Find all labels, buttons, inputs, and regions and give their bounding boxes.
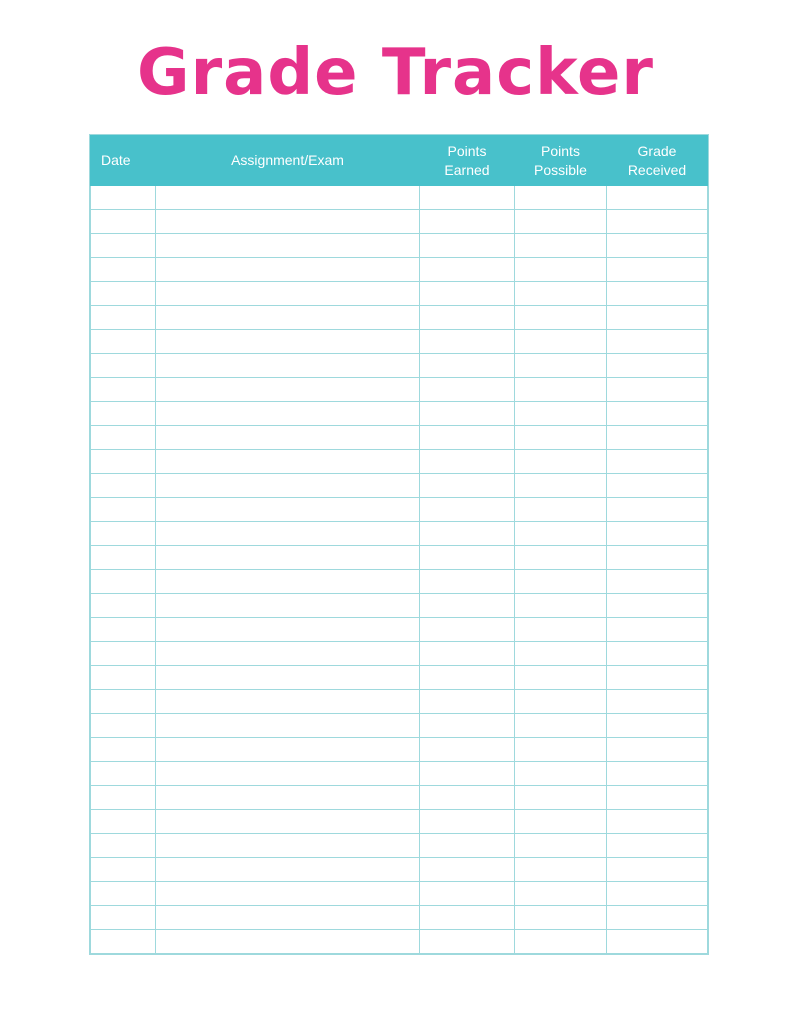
grade-received-cell[interactable] — [607, 186, 708, 210]
assignment-cell[interactable] — [156, 834, 420, 858]
points-earned-cell[interactable] — [420, 786, 515, 810]
table-row — [91, 426, 708, 450]
points-earned-cell[interactable] — [420, 186, 515, 210]
points-possible-cell[interactable] — [515, 666, 607, 690]
points-possible-cell[interactable] — [515, 762, 607, 786]
table-row — [91, 378, 708, 402]
table-row — [91, 618, 708, 642]
table-row — [91, 474, 708, 498]
points-earned-cell[interactable] — [420, 570, 515, 594]
grade-received-header-line2: Received — [627, 161, 687, 178]
assignment-cell[interactable] — [156, 618, 420, 642]
table-row — [91, 570, 708, 594]
grade-received-column-header — [607, 136, 708, 186]
page-title: Grade Tracker — [137, 36, 654, 110]
date-column-header — [91, 136, 156, 186]
assignment-cell[interactable] — [156, 714, 420, 738]
table-row — [91, 402, 708, 426]
grade-received-cell[interactable] — [607, 714, 708, 738]
table-row — [91, 210, 708, 234]
table-row — [91, 330, 708, 354]
grade-table-header — [91, 136, 708, 186]
assignment-header-label: Assignment/Exam — [231, 152, 344, 168]
points-earned-cell[interactable] — [420, 666, 515, 690]
date-cell[interactable] — [91, 426, 156, 450]
grade-received-cell[interactable] — [607, 450, 708, 474]
table-row — [91, 642, 708, 666]
date-cell[interactable] — [91, 882, 156, 906]
grade-received-cell[interactable] — [607, 906, 708, 930]
grade-received-cell[interactable] — [607, 546, 708, 570]
grade-received-cell[interactable] — [607, 642, 708, 666]
grade-table-body — [91, 186, 708, 954]
points-possible-cell[interactable] — [515, 234, 607, 258]
date-cell[interactable] — [91, 642, 156, 666]
grade-received-cell[interactable] — [607, 666, 708, 690]
date-cell[interactable] — [91, 594, 156, 618]
grade-received-cell[interactable] — [607, 882, 708, 906]
assignment-cell[interactable] — [156, 378, 420, 402]
points-possible-cell[interactable] — [515, 858, 607, 882]
grade-received-cell[interactable] — [607, 354, 708, 378]
assignment-cell[interactable] — [156, 426, 420, 450]
grade-received-cell[interactable] — [607, 738, 708, 762]
points-possible-cell[interactable] — [515, 690, 607, 714]
assignment-cell[interactable] — [156, 210, 420, 234]
points-possible-cell[interactable] — [515, 522, 607, 546]
points-earned-cell[interactable] — [420, 258, 515, 282]
date-cell[interactable] — [91, 738, 156, 762]
points-earned-cell[interactable] — [420, 474, 515, 498]
table-row — [91, 306, 708, 330]
date-cell[interactable] — [91, 450, 156, 474]
assignment-column-header — [156, 136, 420, 186]
assignment-cell[interactable] — [156, 786, 420, 810]
grade-received-cell[interactable] — [607, 810, 708, 834]
date-cell[interactable] — [91, 714, 156, 738]
grade-received-cell[interactable] — [607, 258, 708, 282]
table-row — [91, 738, 708, 762]
points-earned-cell[interactable] — [420, 354, 515, 378]
header-row — [91, 136, 708, 186]
grade-received-cell[interactable] — [607, 594, 708, 618]
points-earned-cell[interactable] — [420, 930, 515, 954]
points-earned-cell[interactable] — [420, 498, 515, 522]
table-row — [91, 498, 708, 522]
date-cell[interactable] — [91, 570, 156, 594]
assignment-cell[interactable] — [156, 930, 420, 954]
assignment-cell[interactable] — [156, 186, 420, 210]
points-possible-cell[interactable] — [515, 330, 607, 354]
points-possible-cell[interactable] — [515, 258, 607, 282]
assignment-cell[interactable] — [156, 450, 420, 474]
assignment-cell[interactable] — [156, 522, 420, 546]
table-row — [91, 258, 708, 282]
assignment-cell[interactable] — [156, 666, 420, 690]
points-earned-cell[interactable] — [420, 714, 515, 738]
grade-received-cell[interactable] — [607, 234, 708, 258]
grade-received-cell[interactable] — [607, 858, 708, 882]
points-earned-cell[interactable] — [420, 834, 515, 858]
grade-received-cell[interactable] — [607, 762, 708, 786]
table-row — [91, 786, 708, 810]
date-cell[interactable] — [91, 522, 156, 546]
assignment-cell[interactable] — [156, 594, 420, 618]
date-cell[interactable] — [91, 402, 156, 426]
grade-received-cell[interactable] — [607, 786, 708, 810]
points-earned-cell[interactable] — [420, 450, 515, 474]
points-earned-cell[interactable] — [420, 234, 515, 258]
date-cell[interactable] — [91, 690, 156, 714]
assignment-cell[interactable] — [156, 570, 420, 594]
points-possible-cell[interactable] — [515, 474, 607, 498]
points-earned-cell[interactable] — [420, 522, 515, 546]
table-row — [91, 906, 708, 930]
points-earned-cell[interactable] — [420, 210, 515, 234]
points-possible-cell[interactable] — [515, 594, 607, 618]
points-earned-cell[interactable] — [420, 882, 515, 906]
grade-received-cell[interactable] — [607, 378, 708, 402]
date-cell[interactable] — [91, 858, 156, 882]
date-cell[interactable] — [91, 618, 156, 642]
points-earned-cell[interactable] — [420, 330, 515, 354]
date-cell[interactable] — [91, 546, 156, 570]
table-row — [91, 186, 708, 210]
date-cell[interactable] — [91, 498, 156, 522]
points-possible-cell[interactable] — [515, 186, 607, 210]
grade-received-cell[interactable] — [607, 402, 708, 426]
table-row — [91, 282, 708, 306]
points-earned-cell[interactable] — [420, 546, 515, 570]
points-possible-cell[interactable] — [515, 738, 607, 762]
grade-received-cell[interactable] — [607, 498, 708, 522]
points-earned-cell[interactable] — [420, 378, 515, 402]
assignment-cell[interactable] — [156, 234, 420, 258]
points-earned-header-line1: Points — [447, 142, 487, 159]
date-cell[interactable] — [91, 330, 156, 354]
points-earned-cell[interactable] — [420, 618, 515, 642]
assignment-cell[interactable] — [156, 858, 420, 882]
grade-received-cell[interactable] — [607, 690, 708, 714]
points-possible-cell[interactable] — [515, 882, 607, 906]
date-cell[interactable] — [91, 786, 156, 810]
assignment-cell[interactable] — [156, 498, 420, 522]
points-possible-cell[interactable] — [515, 282, 607, 306]
points-possible-cell[interactable] — [515, 714, 607, 738]
assignment-cell[interactable] — [156, 546, 420, 570]
grade-received-cell[interactable] — [607, 210, 708, 234]
points-earned-cell[interactable] — [420, 306, 515, 330]
points-possible-cell[interactable] — [515, 546, 607, 570]
grade-received-cell[interactable] — [607, 618, 708, 642]
table-row — [91, 234, 708, 258]
date-cell[interactable] — [91, 474, 156, 498]
table-row — [91, 930, 708, 954]
grade-received-cell[interactable] — [607, 474, 708, 498]
points-earned-column-header — [420, 136, 515, 186]
date-cell[interactable] — [91, 378, 156, 402]
table-row — [91, 354, 708, 378]
points-possible-cell[interactable] — [515, 810, 607, 834]
points-possible-cell[interactable] — [515, 642, 607, 666]
date-cell[interactable] — [91, 210, 156, 234]
points-possible-cell[interactable] — [515, 426, 607, 450]
points-earned-cell[interactable] — [420, 762, 515, 786]
points-possible-cell[interactable] — [515, 498, 607, 522]
points-earned-cell[interactable] — [420, 642, 515, 666]
assignment-cell[interactable] — [156, 354, 420, 378]
table-row — [91, 522, 708, 546]
grade-received-cell[interactable] — [607, 306, 708, 330]
points-earned-header-line2: Earned — [444, 161, 490, 178]
grade-received-cell[interactable] — [607, 570, 708, 594]
points-possible-cell[interactable] — [515, 570, 607, 594]
date-header-label: Date — [101, 152, 131, 168]
grade-table — [90, 135, 708, 954]
points-possible-cell[interactable] — [515, 786, 607, 810]
table-row — [91, 882, 708, 906]
date-cell[interactable] — [91, 930, 156, 954]
points-possible-cell[interactable] — [515, 402, 607, 426]
points-possible-header-line2: Possible — [534, 161, 587, 178]
date-cell[interactable] — [91, 906, 156, 930]
grade-received-header-line1: Grade — [637, 142, 677, 159]
date-cell[interactable] — [91, 762, 156, 786]
table-row — [91, 810, 708, 834]
date-cell[interactable] — [91, 186, 156, 210]
points-earned-cell[interactable] — [420, 594, 515, 618]
assignment-cell[interactable] — [156, 306, 420, 330]
points-possible-cell[interactable] — [515, 450, 607, 474]
assignment-cell[interactable] — [156, 642, 420, 666]
date-cell[interactable] — [91, 306, 156, 330]
assignment-cell[interactable] — [156, 282, 420, 306]
points-earned-cell[interactable] — [420, 858, 515, 882]
table-row — [91, 762, 708, 786]
grade-received-cell[interactable] — [607, 834, 708, 858]
points-earned-cell[interactable] — [420, 426, 515, 450]
table-row — [91, 546, 708, 570]
table-row — [91, 594, 708, 618]
grade-received-cell[interactable] — [607, 330, 708, 354]
assignment-cell[interactable] — [156, 258, 420, 282]
date-cell[interactable] — [91, 258, 156, 282]
date-cell[interactable] — [91, 282, 156, 306]
table-row — [91, 858, 708, 882]
points-possible-cell[interactable] — [515, 354, 607, 378]
assignment-cell[interactable] — [156, 810, 420, 834]
points-earned-cell[interactable] — [420, 906, 515, 930]
points-earned-cell[interactable] — [420, 282, 515, 306]
points-possible-column-header — [515, 136, 607, 186]
grade-received-cell[interactable] — [607, 426, 708, 450]
assignment-cell[interactable] — [156, 738, 420, 762]
date-cell[interactable] — [91, 810, 156, 834]
points-possible-cell[interactable] — [515, 930, 607, 954]
date-cell[interactable] — [91, 234, 156, 258]
assignment-cell[interactable] — [156, 882, 420, 906]
assignment-cell[interactable] — [156, 402, 420, 426]
points-earned-cell[interactable] — [420, 810, 515, 834]
assignment-cell[interactable] — [156, 330, 420, 354]
date-cell[interactable] — [91, 666, 156, 690]
table-row — [91, 666, 708, 690]
points-possible-cell[interactable] — [515, 210, 607, 234]
assignment-cell[interactable] — [156, 690, 420, 714]
date-cell[interactable] — [91, 354, 156, 378]
points-possible-cell[interactable] — [515, 906, 607, 930]
points-possible-cell[interactable] — [515, 834, 607, 858]
points-earned-cell[interactable] — [420, 690, 515, 714]
table-row — [91, 450, 708, 474]
assignment-cell[interactable] — [156, 474, 420, 498]
points-possible-cell[interactable] — [515, 306, 607, 330]
points-earned-cell[interactable] — [420, 402, 515, 426]
table-row — [91, 690, 708, 714]
table-row — [91, 714, 708, 738]
date-cell[interactable] — [91, 834, 156, 858]
grade-received-cell[interactable] — [607, 522, 708, 546]
assignment-cell[interactable] — [156, 762, 420, 786]
points-possible-header-line1: Points — [541, 142, 580, 159]
points-possible-cell[interactable] — [515, 378, 607, 402]
table-row — [91, 834, 708, 858]
points-earned-cell[interactable] — [420, 738, 515, 762]
grade-received-cell[interactable] — [607, 930, 708, 954]
grade-received-cell[interactable] — [607, 282, 708, 306]
assignment-cell[interactable] — [156, 906, 420, 930]
points-possible-cell[interactable] — [515, 618, 607, 642]
